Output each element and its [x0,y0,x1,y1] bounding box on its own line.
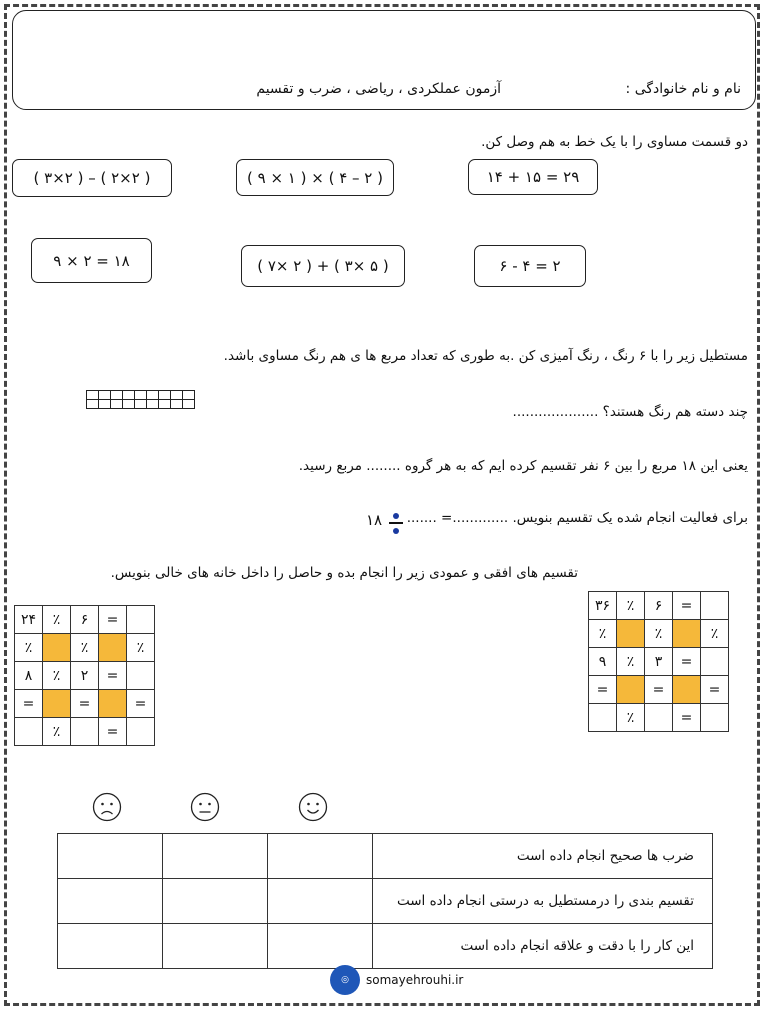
expr-box-5[interactable]: ( ۷× ۲ ) + ( ۳× ۵ ) [241,245,405,287]
grid-cell: ٪ [15,634,43,662]
grid-cell: ٪ [589,620,617,648]
expr-box-1[interactable]: ( ۳×۲ ) – ( ۲×۲ ) [12,159,172,197]
grid-row [589,592,729,620]
happy-face-icon [298,792,328,822]
grid-row [589,648,729,676]
rect-square[interactable] [147,400,159,409]
highlight-cell [99,690,127,718]
rect-square[interactable] [171,391,183,400]
grid-cell: = [673,648,701,676]
answer-cell[interactable] [127,718,155,746]
rect-square[interactable] [159,400,171,409]
section2-instruction: مستطیل زیر را با ۶ رنگ ، رنگ آمیزی کن .به طوری که تعداد مربع ها ی هم رنگ مساوی باشد. [223,348,748,364]
grid-cell: ۹ [589,648,617,676]
rect-square[interactable] [99,391,111,400]
grid-cell: ۶ [71,606,99,634]
rubric-cell[interactable] [58,924,163,969]
grid-cell: ٪ [617,592,645,620]
question-write-division: برای فعالیت انجام شده یک تقسیم بنویس. .............= ....... [406,510,748,526]
rubric-label: تقسیم بندی را درمستطیل به درستی انجام داده است [373,879,713,924]
grid-cell: ٪ [645,620,673,648]
division-grid-right [588,591,729,732]
grid-cell: = [701,676,729,704]
division-grid-left [14,605,155,746]
footer [330,965,463,995]
grid-cell: ٪ [43,718,71,746]
expr-box-3[interactable]: ۱۴ + ۱۵ = ۲۹ [468,159,598,195]
rect-square[interactable] [135,391,147,400]
division-number: ۱۸ [366,511,383,529]
grid-cell: ٪ [43,662,71,690]
expr-box-4[interactable]: ۹ × ۲ = ۱۸ [31,238,152,283]
grid-cell: ٪ [127,634,155,662]
rect-square[interactable] [159,391,171,400]
sad-face-icon [92,792,122,822]
grid-cell: ۸ [15,662,43,690]
answer-cell[interactable] [701,704,729,732]
highlight-cell [43,634,71,662]
table-row [58,834,713,879]
rect-square[interactable] [123,391,135,400]
section3-instruction: تقسیم های افقی و عمودی زیر را انجام بده و حاصل را داخل خانه های خالی بنویس. [110,565,578,581]
answer-cell[interactable] [645,704,673,732]
rubric-cell[interactable] [58,834,163,879]
division-sign-icon [389,512,403,536]
grid-cell: ۳۶ [589,592,617,620]
neutral-face-icon [190,792,220,822]
grid-cell: = [589,676,617,704]
grid-cell: = [673,704,701,732]
rect-square[interactable] [183,400,195,409]
page-title: آزمون عملکردی ، ریاضی ، ضرب و تقسیم [256,81,501,97]
grid-row [589,676,729,704]
grid-cell: = [15,690,43,718]
grid-cell: ۲۴ [15,606,43,634]
expr-box-6[interactable]: ۶ - ۴ = ۲ [474,245,586,287]
section1-instruction: دو قسمت مساوی را با یک خط به هم وصل کن. [481,134,748,150]
grid-row [15,634,155,662]
grid-cell: ۶ [645,592,673,620]
highlight-cell [617,676,645,704]
rubric-label: ضرب ها صحیح انجام داده است [373,834,713,879]
rubric-label: این کار را با دقت و علاقه انجام داده است [373,924,713,969]
answer-cell[interactable] [701,592,729,620]
grid-cell: ٪ [43,606,71,634]
highlight-cell [673,620,701,648]
answer-cell[interactable] [127,606,155,634]
rect-square[interactable] [87,391,99,400]
grid-cell: = [99,718,127,746]
answer-cell[interactable] [71,718,99,746]
rubric-cell[interactable] [268,879,373,924]
header-box [12,10,756,110]
rect-square[interactable] [147,391,159,400]
answer-cell[interactable] [701,648,729,676]
grid-cell: ۲ [71,662,99,690]
highlight-cell [617,620,645,648]
rubric-table [57,833,713,969]
rect-square[interactable] [135,400,147,409]
rubric-cell[interactable] [163,879,268,924]
rubric-cell[interactable] [58,879,163,924]
grid-cell: ٪ [617,648,645,676]
grid-row [589,704,729,732]
table-row [58,879,713,924]
grid-row [15,718,155,746]
grid-cell: ٪ [701,620,729,648]
rubric-cell[interactable] [268,924,373,969]
rect-square[interactable] [111,391,123,400]
question-meaning: یعنی این ۱۸ مربع را بین ۶ نفر تقسیم کرده ایم که به هر گروه ........ مربع رسید. [298,458,748,474]
answer-cell[interactable] [127,662,155,690]
grid-cell: ٪ [71,634,99,662]
rect-square[interactable] [99,400,111,409]
rect-square[interactable] [183,391,195,400]
grid-cell: = [645,676,673,704]
grid-row [15,606,155,634]
grid-row [15,690,155,718]
name-label: نام و نام خانوادگی : [625,81,741,97]
expr-box-2[interactable]: ( ۹ × ۱ ) × ( ۴ – ۲ ) [236,159,394,196]
grid-cell: ٪ [617,704,645,732]
highlight-cell [43,690,71,718]
rect-square[interactable] [123,400,135,409]
rect-square[interactable] [87,400,99,409]
grid-cell: = [127,690,155,718]
answer-cell[interactable] [15,718,43,746]
site-logo-icon: ◎ [330,965,360,995]
coloring-rectangle[interactable] [86,390,195,409]
rubric-cell[interactable] [163,924,268,969]
grid-cell: = [99,662,127,690]
rect-square[interactable] [111,400,123,409]
grid-cell: ۳ [645,648,673,676]
site-url[interactable]: somayehrouhi.ir [366,973,464,987]
highlight-cell [673,676,701,704]
grid-row [589,620,729,648]
rect-square[interactable] [171,400,183,409]
rubric-cell[interactable] [163,834,268,879]
answer-cell[interactable] [589,704,617,732]
rubric-cell[interactable] [268,834,373,879]
grid-cell: = [673,592,701,620]
table-row [58,924,713,969]
grid-cell: = [99,606,127,634]
grid-row [15,662,155,690]
grid-cell: = [71,690,99,718]
highlight-cell [99,634,127,662]
question-groups: چند دسته هم رنگ هستند؟ .................... [512,404,748,420]
